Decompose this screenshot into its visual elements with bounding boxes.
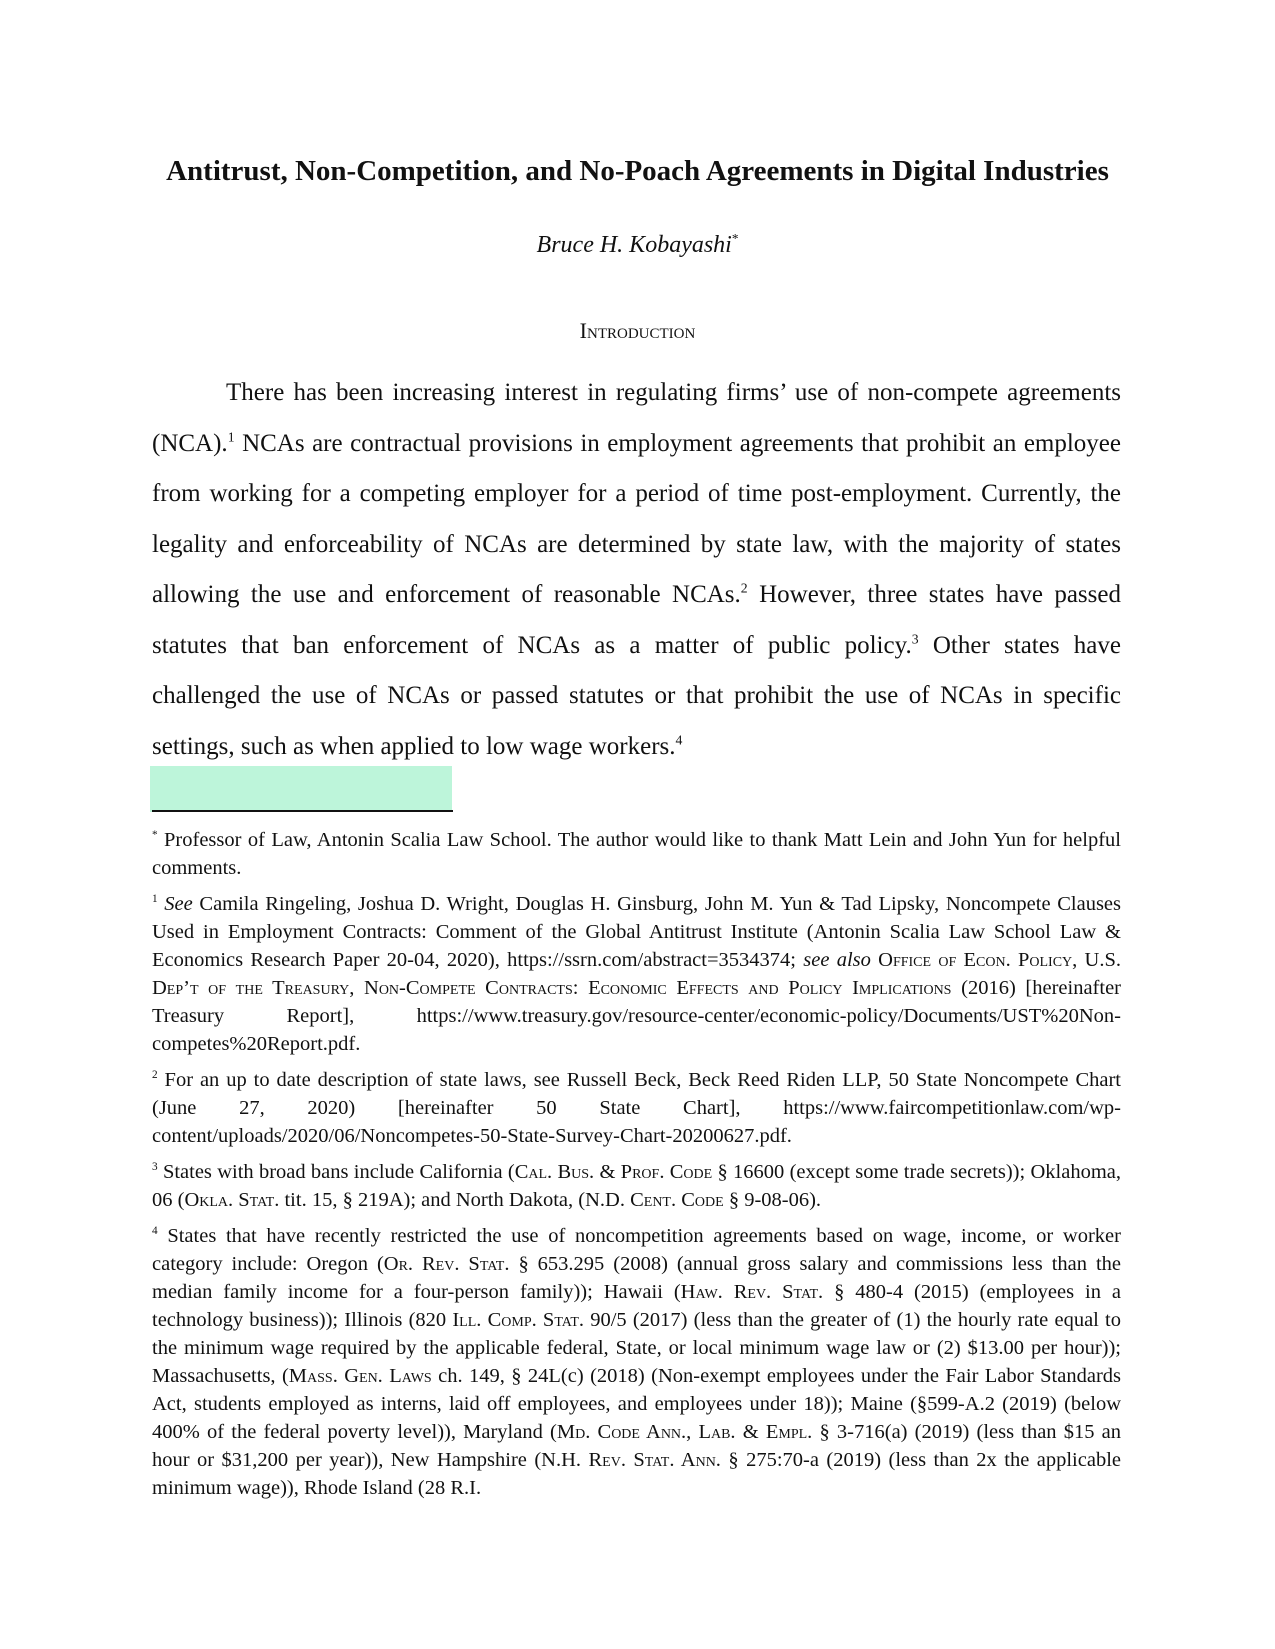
footnote-text: § 3-716(a) (2019) (less than $15 an hour or $31,200 per year)), New Hampshire (N.H. — [152, 1421, 1122, 1471]
footnote-text: § 653.295 (2008) (annual gross salary and commissions less than the median family income for a four-person family)); Hawaii ( — [152, 1253, 1121, 1303]
signal-see: See — [164, 893, 193, 915]
citation-source: Okla. Stat. — [184, 1189, 280, 1211]
section-heading: Introduction — [579, 318, 696, 343]
body-sentence-2: NCAs are contractual provisions in employment agreements that prohibit an employee from working for a competing employer for a period of time post-employment. Currently, the legality and enforceability of NCAs are determined by state law, with the majority of states allowing the use and enforcement of reasonable NCAs. — [152, 429, 1121, 608]
footnote-ref-3: 3 — [911, 631, 919, 647]
footnote-mark: 2 — [152, 1069, 158, 1082]
citation-source: Office of Econ. Policy, U.S. Dep’t of the Treasury, Non-Compete Contracts: Economic Effects and Policy Implications — [152, 949, 1121, 999]
footnote-text: § 480-4 (2015) (employees in a technology business)); Illinois (820 — [152, 1281, 1121, 1331]
footnote-2 — [152, 1066, 1121, 1150]
body-sentence-4: Other states have challenged the use of NCAs or passed statutes or that prohibit the use of NCAs in specific settings, such as when applied to low wage workers. — [152, 631, 1121, 760]
citation-source: Ill. Comp. Stat. — [452, 1309, 584, 1331]
footnote-3 — [152, 1158, 1121, 1214]
body-sentence-3: However, three states have passed statutes that ban enforcement of NCAs as a matter of public policy. — [152, 581, 1121, 659]
footnote-ref-2: 2 — [740, 580, 748, 596]
footnote-text: States with broad bans include California ( — [157, 1161, 515, 1183]
signal-see-also: see also — [803, 949, 871, 971]
author-name: Bruce H. Kobayashi — [536, 232, 732, 258]
author-line — [150, 230, 1125, 260]
footnote-text: (2016) [hereinafter Treasury Report], https://www.treasury.gov/resource-center/economic-policy/Documents/UST%20Non-competes%20Report.pdf. — [152, 977, 1121, 1055]
footnote-ref-4: 4 — [675, 732, 683, 748]
body-sentence-1: There has been increasing interest in regulating firms’ use of non-compete agreements (NCA). — [152, 379, 1121, 457]
footnote-text: Camila Ringeling, Joshua D. Wright, Douglas H. Ginsburg, John M. Yun & Tad Lipsky, Noncompete Clauses Used in Employment Contracts: Comment of the Global Antitrust Institute (Antonin Scalia Law School Law & Economics Research Paper 20-04, 2020), https://ssrn.com/abstract=3534374; — [152, 893, 1121, 971]
paper-title: Antitrust, Non-Competition, and No-Poach Agreements in Digital Industries — [166, 155, 1109, 187]
footnote-mark: 3 — [152, 1161, 158, 1174]
footnote-4 — [152, 1222, 1121, 1502]
footnote-text: tit. 15, § 219A); and North Dakota, (N.D. — [279, 1189, 631, 1211]
citation-source: Or. Rev. Stat. — [383, 1253, 510, 1275]
author-footnote-mark: * — [731, 231, 739, 246]
text-highlight — [150, 766, 452, 812]
footnote-text: ch. 149, § 24L(c) (2018) (Non-exempt employees under the Fair Labor Standards Act, students employed as interns, laid off employees, and employees under 18)); Maine (§599-A.2 (2019) (below 400% of the federal poverty level)), Maryland ( — [152, 1365, 1121, 1443]
footnote-ref-1: 1 — [227, 429, 235, 445]
footnotes-section — [152, 826, 1121, 1510]
footnote-text: 90/5 (2017) (less than the greater of (1) the hourly rate equal to the minimum wage required by the applicable federal, State, or local minimum wage law or (2) $13.00 per hour)); Massachusetts, ( — [152, 1309, 1121, 1387]
citation-source: Md. Code Ann., Lab. & Empl. — [556, 1421, 813, 1443]
citation-source: Cal. Bus. & Prof. Code — [514, 1161, 713, 1183]
footnote-mark: 1 — [152, 893, 158, 906]
footnote-text: § 9-08-06). — [723, 1189, 822, 1211]
body-paragraph — [152, 368, 1121, 772]
citation-source: Cent. Code — [630, 1189, 724, 1211]
citation-source: Rev. Stat. Ann. — [588, 1449, 721, 1471]
citation-source: Haw. Rev. Stat. — [680, 1281, 824, 1303]
footnote-divider — [152, 810, 453, 812]
footnote-text: States that have recently restricted the use of noncompetition agreements based on wage, income, or worker category include: Oregon ( — [152, 1225, 1121, 1275]
footnote-star — [152, 826, 1121, 882]
footnote-text: § 16600 (except some trade secrets)); Oklahoma, 06 ( — [152, 1161, 1122, 1211]
footnote-1 — [152, 890, 1121, 1058]
citation-source: Mass. Gen. Laws — [288, 1365, 432, 1387]
footnote-mark: 4 — [152, 1225, 158, 1238]
footnote-text: Professor of Law, Antonin Scalia Law School. The author would like to thank Matt Lein and John Yun for helpful comments. — [152, 829, 1121, 879]
footnote-text: § 275:70-a (2019) (less than 2x the applicable minimum wage)), Rhode Island (28 R.I. — [152, 1449, 1121, 1499]
footnote-text: For an up to date description of state laws, see Russell Beck, Beck Reed Riden LLP, 50 State Noncompete Chart (June 27, 2020) [hereinafter 50 State Chart], https://www.faircompetitionlaw.com/wp-content/uploads/2020/06/Noncompetes-50-State-Survey-Chart-20200627.pdf. — [152, 1069, 1121, 1147]
footnote-mark: * — [152, 829, 158, 842]
